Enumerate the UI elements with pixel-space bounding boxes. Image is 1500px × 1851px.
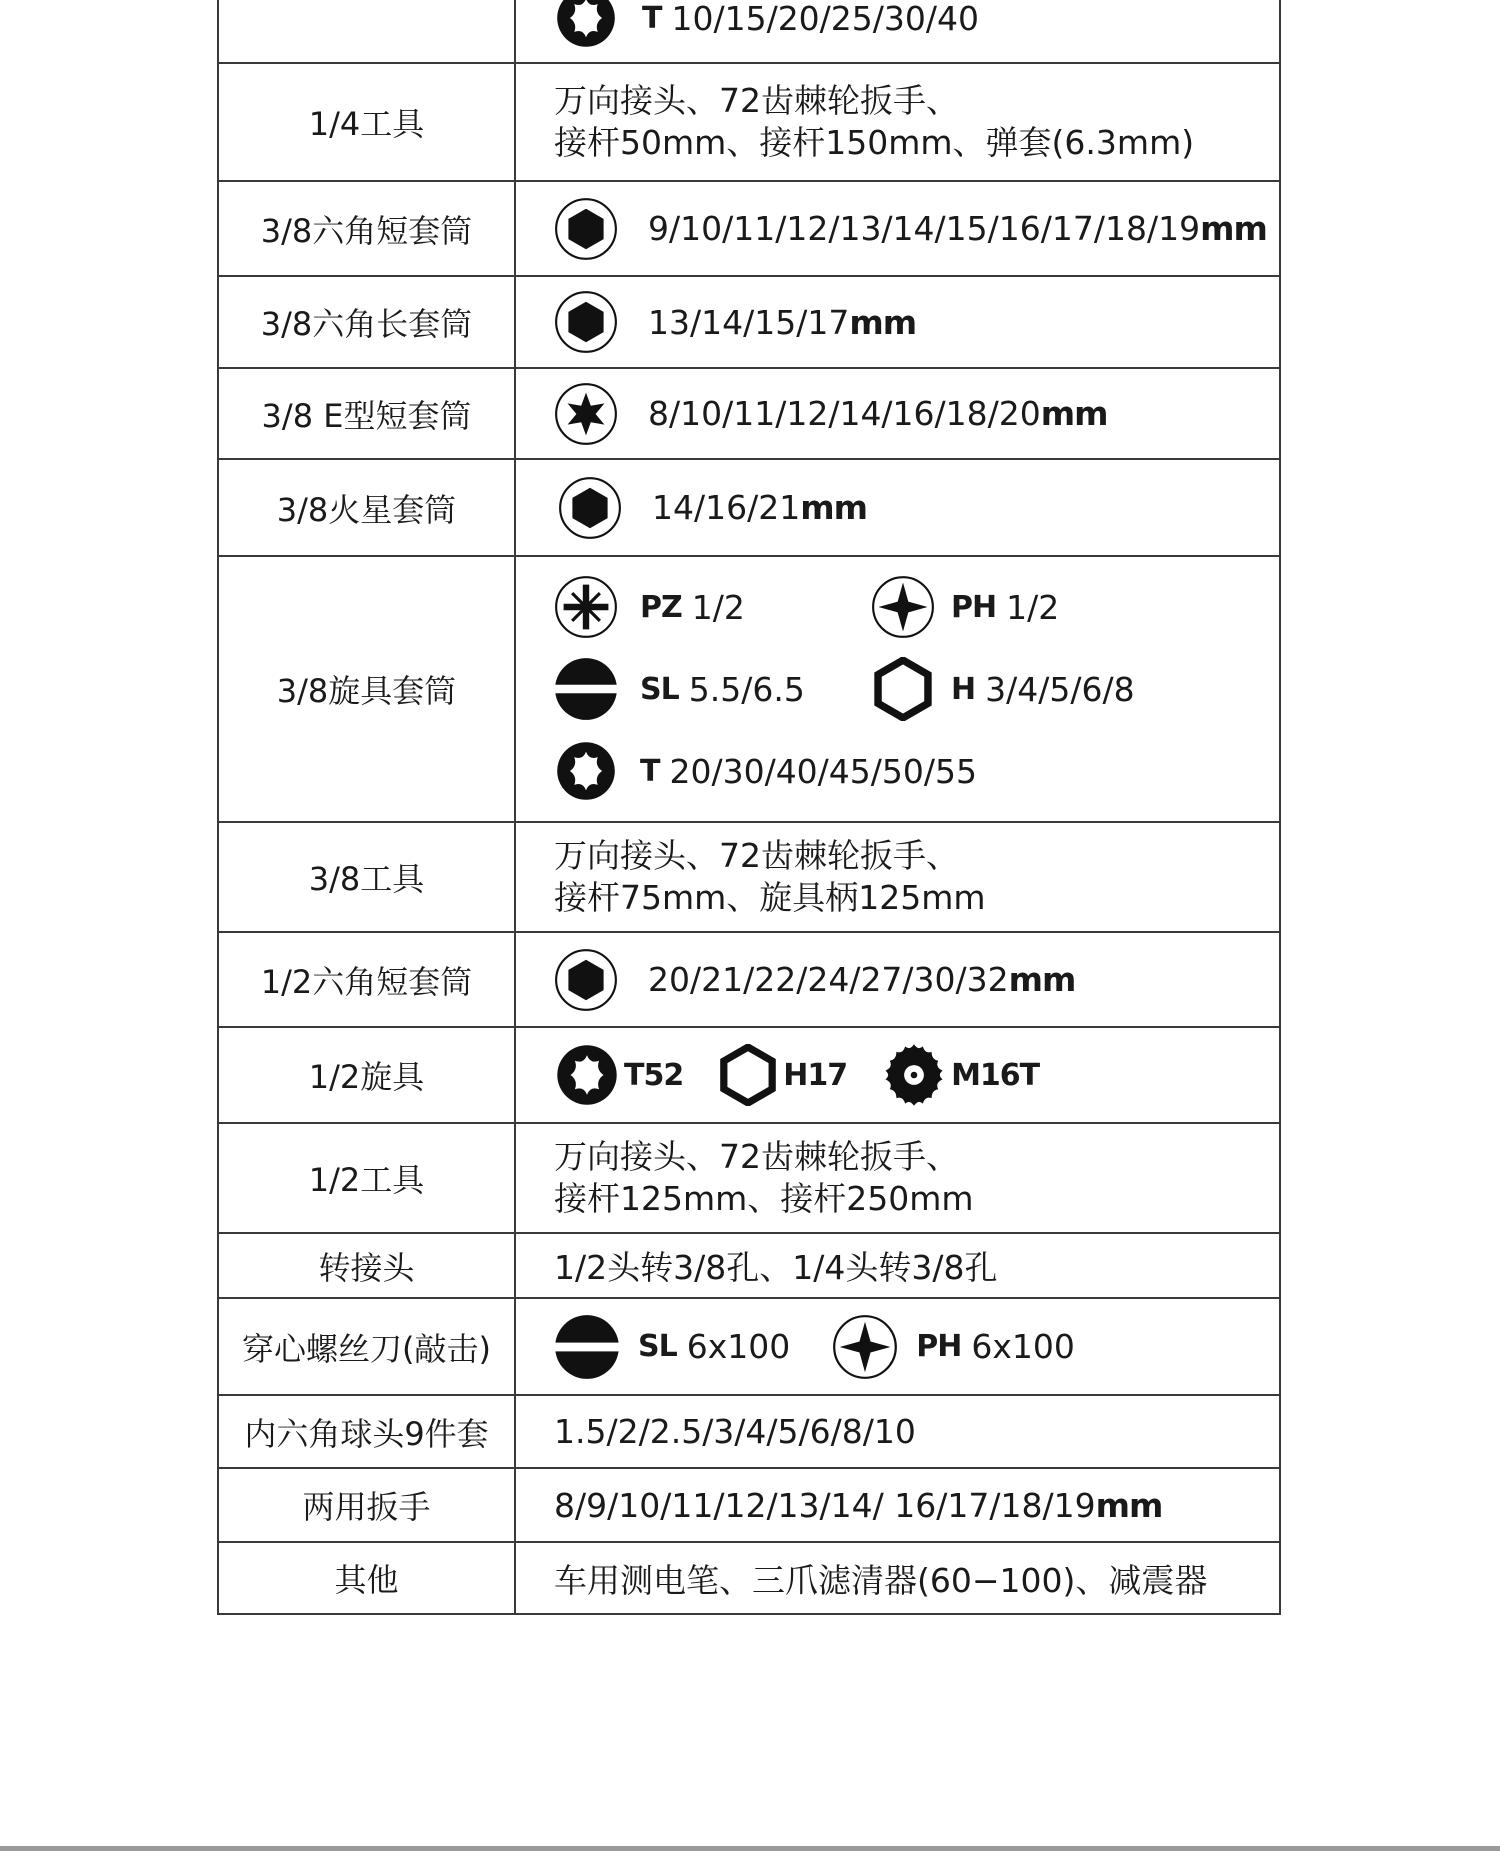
table-row [218,1298,1280,1395]
table-row [218,822,1280,932]
hex-socket-icon [554,948,618,1012]
spec-cell: 8/9/10/11/12/13/14/ 16/17/18/19 mm [515,1468,1280,1542]
torx-icon [554,1042,620,1108]
item-name: 3/8旋具套筒 [218,556,515,822]
item-name: 1/2工具 [218,1123,515,1233]
divider [0,1846,1500,1851]
spline-bit-icon [881,1042,947,1108]
spec-cell: 20/21/22/24/27/30/32 mm [515,932,1280,1027]
item-name: 其他 [218,1542,515,1614]
item-name: 内六角球头9件套 [218,1395,515,1468]
spec-cell: T 10/15/20/25/30/40 [515,0,1280,63]
item-name: 3/8火星套筒 [218,459,515,556]
hex-socket-icon [554,197,618,261]
hex-bit-icon [871,657,935,721]
spec-cell: 万向接头、72齿棘轮扳手、 接杆75mm、旋具柄125mm [515,822,1280,932]
phillips-icon [832,1314,898,1380]
item-name: 穿心螺丝刀(敲击) [218,1298,515,1395]
table-row [218,1027,1280,1123]
spec-cell: 车用测电笔、三爪滤清器(60−100)、减震器 [515,1542,1280,1614]
table-row [218,459,1280,556]
table-row [218,368,1280,459]
spec-cell: 13/14/15/17 mm [515,276,1280,368]
torx-icon [554,0,618,50]
table-row [218,932,1280,1027]
spec-table [217,0,1281,1615]
item-name: 转接头 [218,1233,515,1298]
item-name: 1/4工具 [218,63,515,181]
torx-icon [554,739,618,803]
table-row [218,1123,1280,1233]
slotted-icon [554,657,618,721]
pozidriv-icon [554,575,618,639]
item-name: 两用扳手 [218,1468,515,1542]
item-name: 1/2旋具 [218,1027,515,1123]
phillips-icon [871,575,935,639]
item-name: 3/8 E型短套筒 [218,368,515,459]
spec-cell: T52 H17 M16T [515,1027,1280,1123]
hex-socket-icon [554,290,618,354]
spec-cell: 9/10/11/12/13/14/15/16/17/18/19 mm [515,181,1280,276]
table-row [218,276,1280,368]
item-name: 3/8六角短套筒 [218,181,515,276]
spec-cell: 1.5/2/2.5/3/4/5/6/8/10 [515,1395,1280,1468]
spec-cell: 14/16/21 mm [515,459,1280,556]
item-name [218,0,515,63]
table-row [218,1233,1280,1298]
hex-bit-icon [717,1044,779,1106]
slotted-icon [554,1314,620,1380]
spec-cell: PZ 1/2 PH 1/2 SL 5.5/6.5 H 3/4/5/6/8 T 20/30/40/45/50/55 [515,556,1280,822]
table-row [218,63,1280,181]
table-row [218,0,1280,63]
table-row [218,181,1280,276]
spec-cell: SL 6x100 PH 6x100 [515,1298,1280,1395]
spec-cell: 1/2头转3/8孔、1/4头转3/8孔 [515,1233,1280,1298]
table-row [218,1542,1280,1614]
spec-cell: 万向接头、72齿棘轮扳手、 接杆50mm、接杆150mm、弹套(6.3mm) [515,63,1280,181]
item-name: 1/2六角短套筒 [218,932,515,1027]
spark-plug-socket-icon [558,476,622,540]
table-row [218,556,1280,822]
item-name: 3/8六角长套筒 [218,276,515,368]
item-name: 3/8工具 [218,822,515,932]
e-star-socket-icon [554,382,618,446]
spec-cell: 8/10/11/12/14/16/18/20 mm [515,368,1280,459]
table-row [218,1468,1280,1542]
table-row [218,1395,1280,1468]
spec-cell: 万向接头、72齿棘轮扳手、 接杆125mm、接杆250mm [515,1123,1280,1233]
